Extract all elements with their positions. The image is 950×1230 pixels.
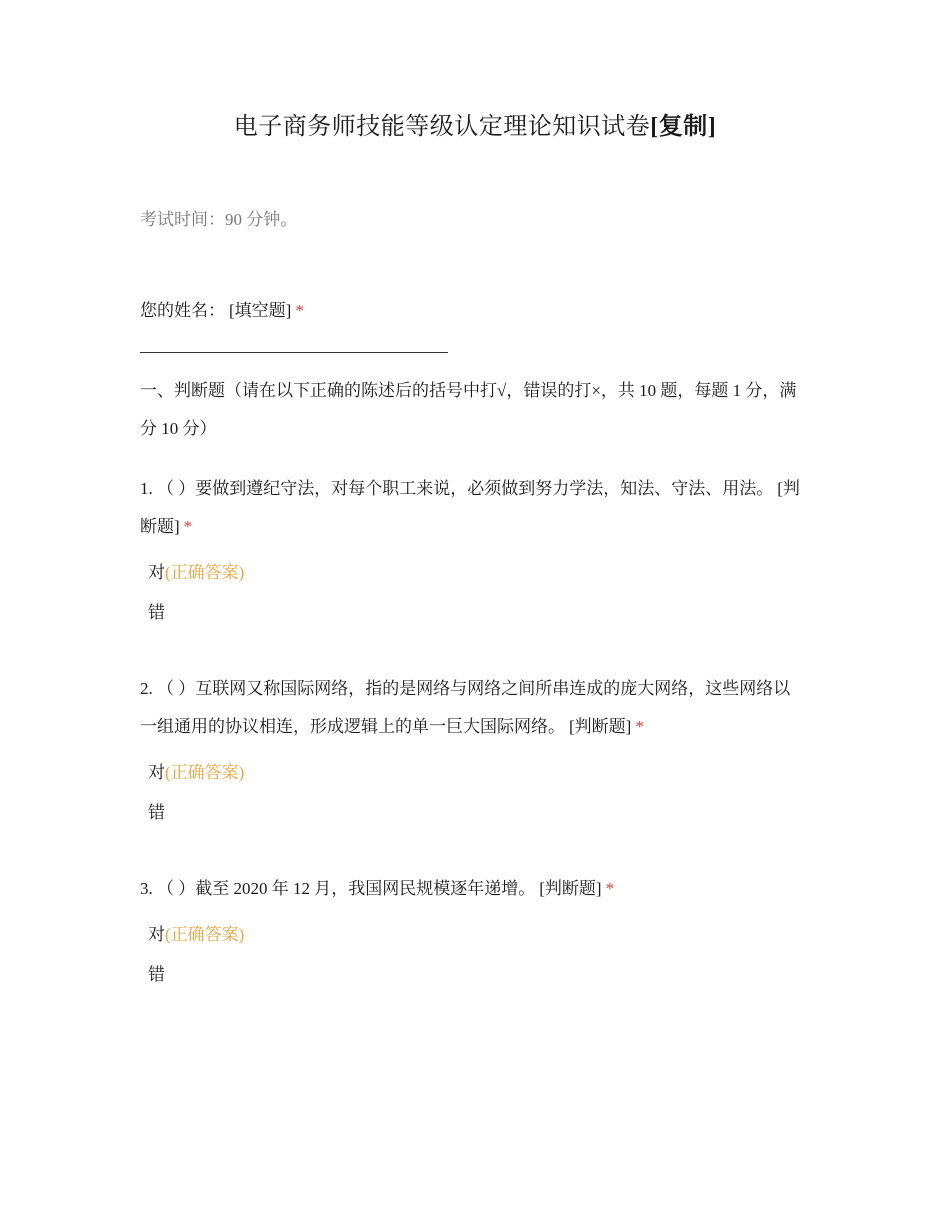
- question-3-text: 3. （ ）截至 2020 年 12 月，我国网民规模逐年递增。: [140, 879, 536, 898]
- question-1-type: [判断题]: [140, 479, 800, 536]
- option-label: 对: [148, 563, 165, 582]
- question-2-option-true[interactable]: [148, 760, 244, 786]
- question-1: [140, 470, 805, 546]
- option-label: 对: [148, 925, 165, 944]
- required-mark: *: [183, 517, 193, 536]
- option-label: 对: [148, 763, 165, 782]
- name-label: 您的姓名：: [140, 301, 225, 320]
- required-mark: *: [605, 879, 615, 898]
- page-title: [0, 110, 950, 144]
- required-mark: *: [635, 717, 644, 736]
- option-label: 错: [148, 603, 165, 622]
- question-2-option-false[interactable]: [148, 800, 165, 826]
- question-3-option-false[interactable]: [148, 962, 165, 988]
- question-3: [140, 870, 805, 908]
- correct-answer-note: (正确答案): [165, 563, 245, 582]
- option-label: 错: [148, 803, 165, 822]
- name-question: [140, 292, 805, 330]
- required-mark: *: [295, 301, 304, 320]
- correct-answer-note: (正确答案): [165, 763, 245, 782]
- question-3-type: [判断题]: [539, 879, 602, 898]
- question-2-text: 2. （ ）互联网又称国际网络，指的是网络与网络之间所串连成的庞大网络，这些网络以一组通用的协议相连，形成逻辑上的单一巨大国际网络。: [140, 679, 791, 736]
- question-1-option-true[interactable]: [148, 560, 244, 586]
- question-2-type: [判断题]: [569, 717, 632, 736]
- question-3-option-true[interactable]: [148, 922, 244, 948]
- question-1-text: 1. （ ）要做到遵纪守法，对每个职工来说，必须做到努力学法，知法、守法、用法。: [140, 479, 774, 498]
- question-2: [140, 670, 805, 746]
- correct-answer-note: (正确答案): [165, 925, 245, 944]
- question-1-option-false[interactable]: [148, 600, 165, 626]
- page-title-main: 电子商务师技能等级认定理论知识试卷: [233, 114, 651, 140]
- option-label: 错: [148, 965, 165, 984]
- name-input-line[interactable]: [140, 352, 448, 353]
- page-title-suffix: [复制]: [650, 114, 717, 140]
- section-heading: 一、判断题（请在以下正确的陈述后的括号中打√，错误的打×，共 10 题，每题 1 分，满分 10 分）: [140, 381, 797, 438]
- exam-time: 考试时间：90 分钟。: [140, 210, 298, 229]
- name-question-type: [填空题]: [229, 301, 292, 320]
